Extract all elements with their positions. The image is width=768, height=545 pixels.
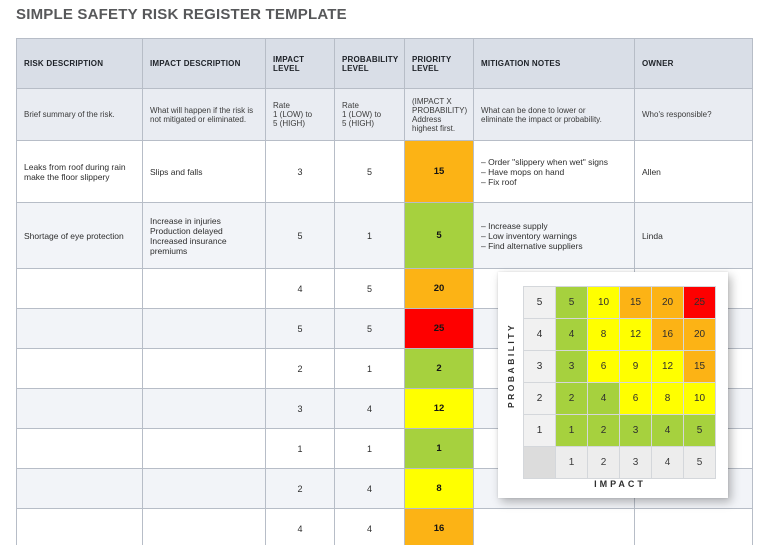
risk-cell: [17, 429, 143, 469]
matrix-cell: 5: [684, 415, 715, 446]
matrix-impact-label: 4: [652, 447, 683, 478]
impact-axis-label: IMPACT: [594, 479, 646, 489]
matrix-probability-label: 3: [524, 351, 555, 382]
priority-cell: 15: [405, 141, 474, 203]
owner-cell: Linda: [635, 203, 753, 269]
risk-cell: Shortage of eye protection: [17, 203, 143, 269]
impact-level-cell: 2: [266, 349, 335, 389]
matrix-cell: 3: [620, 415, 651, 446]
mitigation-cell: [474, 509, 635, 545]
matrix-cell: 9: [620, 351, 651, 382]
matrix-cell: 5: [556, 287, 587, 318]
probability-level-cell: 4: [335, 509, 405, 545]
matrix-cell: 25: [684, 287, 715, 318]
matrix-cell: 4: [652, 415, 683, 446]
matrix-cell: 4: [588, 383, 619, 414]
column-header-3: IMPACT LEVEL: [266, 39, 335, 89]
probability-level-cell: 1: [335, 203, 405, 269]
impact-description-cell: [143, 349, 266, 389]
risk-cell: [17, 309, 143, 349]
page-title: SIMPLE SAFETY RISK REGISTER TEMPLATE: [16, 6, 347, 23]
matrix-cell: 20: [652, 287, 683, 318]
subheader-cell-3: Rate 1 (LOW) to 5 (HIGH): [266, 89, 335, 141]
column-header-7: OWNER: [635, 39, 753, 89]
impact-level-cell: 3: [266, 389, 335, 429]
priority-cell: 8: [405, 469, 474, 509]
column-header-1: RISK DESCRIPTION: [17, 39, 143, 89]
column-header-2: IMPACT DESCRIPTION: [143, 39, 266, 89]
matrix-cell: 16: [652, 319, 683, 350]
priority-cell: 1: [405, 429, 474, 469]
subheader-cell-6: What can be done to lower or eliminate the impact or probability.: [474, 89, 635, 141]
impact-description-cell: Slips and falls: [143, 141, 266, 203]
matrix-cell: 2: [556, 383, 587, 414]
priority-cell: 12: [405, 389, 474, 429]
matrix-cell: 6: [588, 351, 619, 382]
subheader-cell-2: What will happen if the risk is not mitigated or eliminated.: [143, 89, 266, 141]
matrix-cell: 10: [588, 287, 619, 318]
risk-matrix-grid: [523, 286, 716, 479]
priority-cell: 2: [405, 349, 474, 389]
table-row: [17, 203, 753, 269]
impact-description-cell: [143, 389, 266, 429]
risk-cell: [17, 389, 143, 429]
matrix-cell: 20: [684, 319, 715, 350]
matrix-cell: 12: [620, 319, 651, 350]
matrix-cell: 8: [588, 319, 619, 350]
probability-level-cell: 5: [335, 269, 405, 309]
matrix-probability-label: 5: [524, 287, 555, 318]
probability-level-cell: 5: [335, 141, 405, 203]
matrix-probability-label: 1: [524, 415, 555, 446]
matrix-cell: 10: [684, 383, 715, 414]
subheader-cell-5: (IMPACT X PROBABILITY) Address highest first.: [405, 89, 474, 141]
probability-level-cell: 1: [335, 429, 405, 469]
column-header-5: PRIORITY LEVEL: [405, 39, 474, 89]
probability-level-cell: 5: [335, 309, 405, 349]
priority-cell: 16: [405, 509, 474, 545]
matrix-cell: 1: [556, 415, 587, 446]
risk-matrix-panel: [498, 272, 728, 498]
risk-cell: [17, 349, 143, 389]
matrix-corner-cell: [524, 447, 555, 478]
column-header-4: PROBABILITY LEVEL: [335, 39, 405, 89]
matrix-impact-label: 2: [588, 447, 619, 478]
matrix-cell: 15: [684, 351, 715, 382]
matrix-cell: 2: [588, 415, 619, 446]
mitigation-cell: – Order "slippery when wet" signs – Have mops on hand – Fix roof: [474, 141, 635, 203]
impact-description-cell: [143, 309, 266, 349]
column-header-6: MITIGATION NOTES: [474, 39, 635, 89]
matrix-impact-label: 3: [620, 447, 651, 478]
table-row: [17, 141, 753, 203]
matrix-cell: 8: [652, 383, 683, 414]
probability-level-cell: 1: [335, 349, 405, 389]
matrix-cell: 15: [620, 287, 651, 318]
matrix-cell: 3: [556, 351, 587, 382]
impact-level-cell: 1: [266, 429, 335, 469]
impact-description-cell: [143, 269, 266, 309]
table-row: [17, 509, 753, 545]
impact-description-cell: [143, 509, 266, 545]
matrix-impact-label: 5: [684, 447, 715, 478]
probability-axis-label: PROBABILITY: [506, 322, 516, 409]
matrix-probability-label: 2: [524, 383, 555, 414]
owner-cell: Allen: [635, 141, 753, 203]
impact-description-cell: Increase in injuries Production delayed Increased insurance premiums: [143, 203, 266, 269]
subheader-cell-7: Who's responsible?: [635, 89, 753, 141]
matrix-cell: 12: [652, 351, 683, 382]
matrix-cell: 6: [620, 383, 651, 414]
matrix-probability-label: 4: [524, 319, 555, 350]
impact-level-cell: 5: [266, 309, 335, 349]
owner-cell: [635, 509, 753, 545]
impact-description-cell: [143, 429, 266, 469]
impact-level-cell: 5: [266, 203, 335, 269]
priority-cell: 5: [405, 203, 474, 269]
matrix-cell: 4: [556, 319, 587, 350]
mitigation-cell: – Increase supply – Low inventory warnings – Find alternative suppliers: [474, 203, 635, 269]
subheader-cell-4: Rate 1 (LOW) to 5 (HIGH): [335, 89, 405, 141]
risk-cell: [17, 509, 143, 545]
priority-cell: 25: [405, 309, 474, 349]
priority-cell: 20: [405, 269, 474, 309]
impact-level-cell: 4: [266, 509, 335, 545]
impact-level-cell: 4: [266, 269, 335, 309]
probability-level-cell: 4: [335, 389, 405, 429]
matrix-impact-label: 1: [556, 447, 587, 478]
impact-description-cell: [143, 469, 266, 509]
probability-level-cell: 4: [335, 469, 405, 509]
risk-cell: [17, 269, 143, 309]
risk-cell: Leaks from roof during rain make the floor slippery: [17, 141, 143, 203]
risk-cell: [17, 469, 143, 509]
impact-level-cell: 3: [266, 141, 335, 203]
impact-level-cell: 2: [266, 469, 335, 509]
subheader-cell-1: Brief summary of the risk.: [17, 89, 143, 141]
